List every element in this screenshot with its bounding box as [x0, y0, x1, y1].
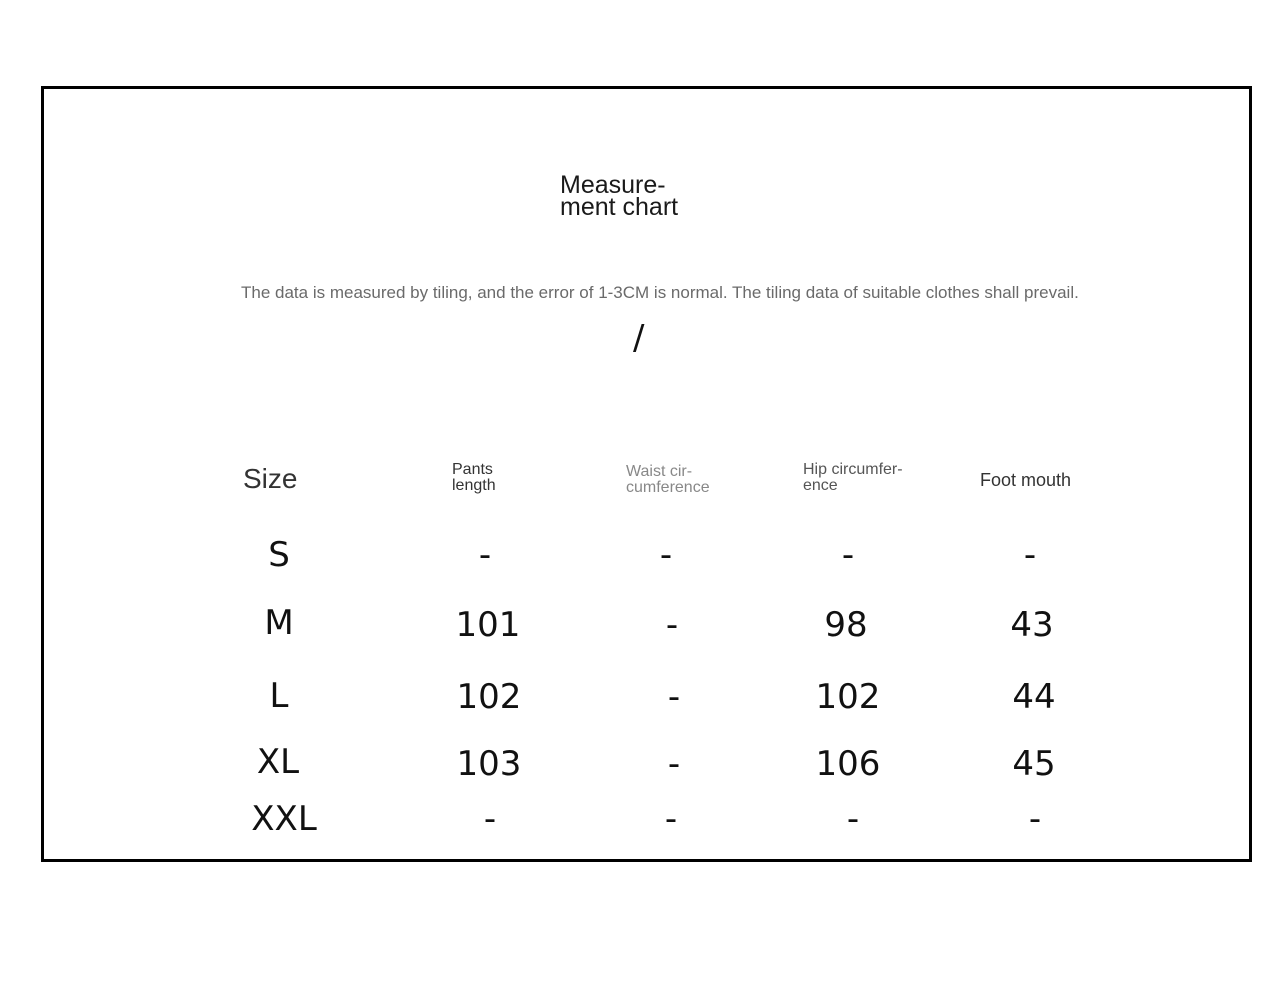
cell-waist: -: [665, 605, 679, 645]
header-pants-length: Pants length: [452, 461, 496, 494]
cell-hip: 102: [815, 677, 881, 717]
header-waist-circumference: Waist cir- cumference: [626, 463, 710, 496]
cell-hip: -: [841, 535, 855, 575]
separator-slash: /: [633, 318, 645, 358]
cell-size: XXL: [251, 799, 317, 839]
chart-title: Measure- ment chart: [560, 171, 679, 221]
header-hip-circumference: Hip circumfer- ence: [803, 461, 903, 494]
cell-waist: -: [659, 535, 673, 575]
cell-size: S: [268, 535, 290, 575]
header-size: Size: [243, 463, 298, 494]
cell-waist: -: [664, 799, 678, 839]
cell-size: XL: [256, 742, 300, 782]
cell-pants-length: -: [478, 535, 492, 575]
cell-pants-length: 101: [455, 605, 521, 645]
cell-waist: -: [667, 744, 681, 784]
measurement-note: The data is measured by tiling, and the error of 1-3CM is normal. The tiling data of suitable clothes shall prevail.: [241, 283, 1079, 302]
cell-foot-mouth: 44: [1012, 677, 1056, 717]
cell-size: L: [269, 676, 289, 716]
cell-foot-mouth: -: [1023, 535, 1037, 575]
cell-pants-length: 103: [456, 744, 522, 784]
cell-foot-mouth: -: [1028, 799, 1042, 839]
cell-hip: -: [846, 799, 860, 839]
cell-hip: 106: [815, 744, 881, 784]
cell-size: M: [264, 603, 294, 643]
cell-foot-mouth: 45: [1012, 744, 1056, 784]
cell-foot-mouth: 43: [1010, 605, 1054, 645]
cell-waist: -: [667, 677, 681, 717]
cell-pants-length: -: [483, 799, 497, 839]
cell-hip: 98: [824, 605, 868, 645]
cell-pants-length: 102: [456, 677, 522, 717]
header-foot-mouth: Foot mouth: [980, 470, 1072, 490]
